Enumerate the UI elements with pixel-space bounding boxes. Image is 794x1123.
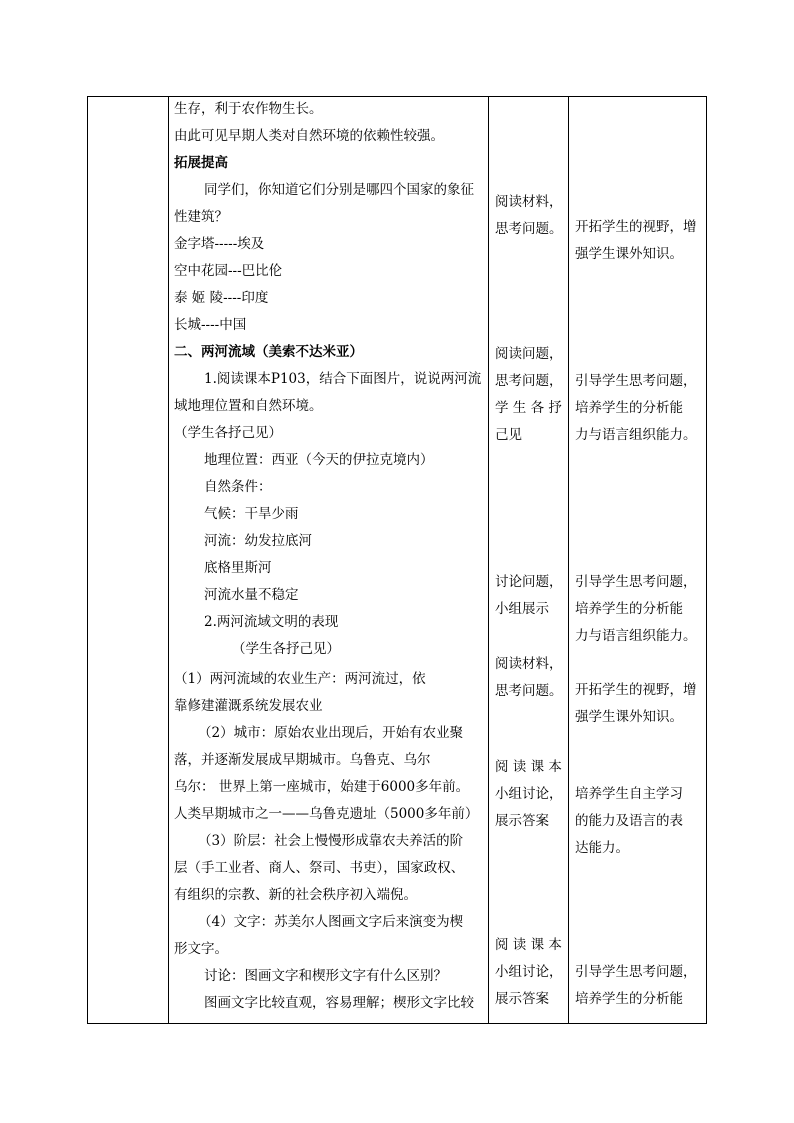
content-line: 图画文字比较直观，容易理解；楔形文字比较 [204,995,474,1011]
content-line: 空中花园---巴比伦 [174,263,283,279]
activity-line: 小组展示 [495,601,549,617]
purpose-line: 强学生课外知识。 [575,246,683,262]
activity-line: 阅读问题， [495,346,563,362]
activity-line: 展示答案 [495,991,549,1007]
content-line: 1.阅读课本P103，结合下面图片，说说两河流 [204,371,482,387]
content-line: 同学们，你知道它们分别是哪四个国家的象征 [204,182,474,198]
content-line: 地理位置：西亚（今天的伊拉克境内） [204,452,434,468]
activity-line: 思考问题。 [495,221,563,237]
content-line: 2.两河流域文明的表现 [204,614,339,630]
purpose-line: 培养学生自主学习 [575,786,683,802]
content-line: 底格里斯河 [204,560,272,576]
purpose-line: 培养学生的分析能 [575,601,683,617]
purpose-line: 引导学生思考问题， [575,373,697,389]
purpose-line: 培养学生的分析能 [575,400,683,416]
content-line: 层（手工业者、商人、祭司、书吏），国家政权、 [174,860,465,876]
section-heading: 拓展提高 [174,155,228,171]
activity-line: 己见 [495,427,522,443]
activity-line: 学 生 各 抒 [495,400,562,416]
content-line: （4）文字：苏美尔人图画文字后来演变为楔 [198,914,464,930]
content-line: （3）阶层：社会上慢慢形成靠农夫养活的阶 [198,833,464,849]
content-line: 泰 姬 陵----印度 [174,290,269,306]
content-line: 人类早期城市之一——乌鲁克遗址（5000多年前） [174,806,479,822]
content-line: 乌尔： 世界上第一座城市，始建于6000多年前。 [174,779,470,795]
content-line: 气候：干旱少雨 [204,506,299,522]
activity-line: 思考问题。 [495,683,563,699]
content-line: 域地理位置和自然环境。 [174,398,323,414]
content-line: 靠修建灌溉系统发展农业 [174,698,323,714]
content-line: （学生各抒己见） [174,425,282,441]
purpose-line: 引导学生思考问题， [575,574,697,590]
activity-line: 小组讨论， [495,964,563,980]
purpose-line: 达能力。 [575,840,629,856]
content-line: 有组织的宗教、新的社会秩序初入端倪。 [174,887,417,903]
content-line: （学生各抒己见） [232,641,340,657]
activity-line: 阅 读 课 本 [495,937,562,953]
column-divider [168,97,169,1023]
column-divider [568,97,569,1023]
stage-column [88,97,168,1023]
activity-line: 阅 读 课 本 [495,759,562,775]
purpose-line: 引导学生思考问题， [575,964,697,980]
lesson-table [87,96,707,1024]
activity-line: 小组讨论， [495,786,563,802]
content-line: 落，并逐渐发展成早期城市。乌鲁克、乌尔 [174,752,431,768]
content-line: 生存，利于农作物生长。 [174,101,323,117]
content-line: 讨论：图画文字和楔形文字有什么区别？ [204,968,447,984]
content-line: 自然条件： [204,479,272,495]
content-line: （1）两河流域的农业生产：两河流过，依 [174,671,426,687]
purpose-line: 力与语言组织能力。 [575,628,697,644]
content-line: （2）城市：原始农业出现后，开始有农业聚 [198,725,464,741]
purpose-column [575,97,705,1023]
activity-line: 讨论问题， [495,574,563,590]
content-line: 河流水量不稳定 [204,587,299,603]
content-line: 性建筑？ [174,209,228,225]
purpose-line: 强学生课外知识。 [575,709,683,725]
activity-line: 思考问题， [495,373,563,389]
purpose-line: 的能力及语言的表 [575,813,683,829]
content-line: 金字塔-----埃及 [174,236,265,252]
content-line: 形文字。 [174,941,228,957]
activity-line: 阅读材料， [495,194,563,210]
activity-column [495,97,565,1023]
column-divider [488,97,489,1023]
activity-line: 阅读材料， [495,656,563,672]
purpose-line: 培养学生的分析能 [575,991,683,1007]
content-line: 河流：幼发拉底河 [204,533,312,549]
content-line: 由此可见早期人类对自然环境的依赖性较强。 [174,128,444,144]
content-line: 长城----中国 [174,317,247,333]
section-heading: 二、两河流域（美索不达米亚） [174,344,363,360]
content-column [174,97,486,1023]
purpose-line: 开拓学生的视野，增 [575,682,697,698]
purpose-line: 力与语言组织能力。 [575,427,697,443]
purpose-line: 开拓学生的视野，增 [575,219,697,235]
activity-line: 展示答案 [495,813,549,829]
